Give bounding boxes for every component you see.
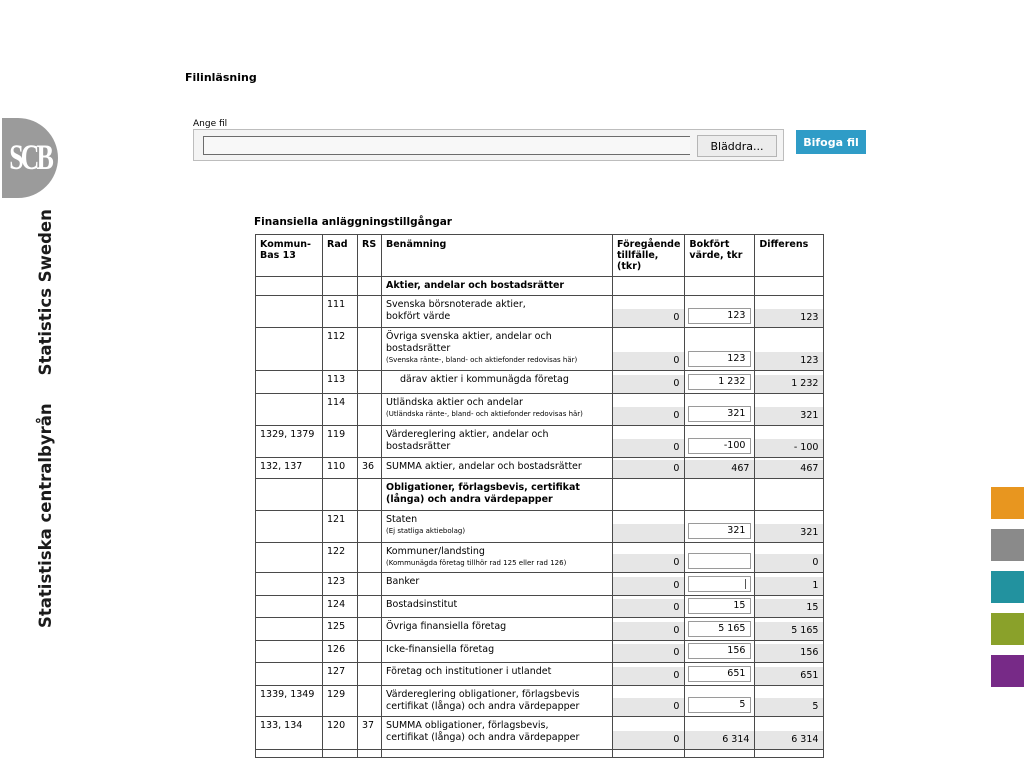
rs-cell <box>358 371 382 394</box>
col-header-kommun <box>256 235 323 277</box>
benamning-cell <box>382 543 613 573</box>
rs-cell <box>358 596 382 618</box>
bokfort-cell-input[interactable]: 123 <box>688 351 751 367</box>
bokfort-cell <box>685 573 755 596</box>
file-label: Ange fil <box>193 119 228 129</box>
bokfort-cell <box>685 458 755 479</box>
differens-cell-value: 123 <box>755 309 823 327</box>
table-row <box>256 458 824 479</box>
foregaende-cell <box>613 543 685 573</box>
kommun-cell: 132, 137 <box>256 458 323 479</box>
table-row <box>256 596 824 618</box>
differens-cell-value: 5 165 <box>755 622 823 640</box>
color-square-purple <box>991 655 1024 687</box>
rad-cell <box>323 750 358 758</box>
table-row <box>256 573 824 596</box>
foregaende-cell <box>613 573 685 596</box>
financial-assets-table <box>255 234 824 758</box>
differens-cell-value: - 100 <box>755 439 823 457</box>
row-label: SUMMA aktier, andelar och bostadsrätter <box>386 461 582 472</box>
bokfort-cell <box>685 296 755 328</box>
differens-cell <box>755 277 824 296</box>
table-row <box>256 543 824 573</box>
differens-cell <box>755 328 824 371</box>
bokfort-cell-input[interactable]: 1 232 <box>688 374 751 390</box>
row-label: SUMMA obligationer, förlagsbevis, certifikat (långa) och andra värdepapper <box>386 720 580 743</box>
rs-cell <box>358 750 382 758</box>
kommun-cell <box>256 371 323 394</box>
bokfort-cell-input[interactable] <box>688 576 751 592</box>
foregaende-cell <box>613 641 685 663</box>
rs-cell <box>358 296 382 328</box>
bokfort-cell <box>685 717 755 750</box>
foregaende-cell-value: 0 <box>613 375 684 393</box>
row-note: (Utländska ränte-, bland- och aktiefonder redovisas här) <box>386 410 583 418</box>
bokfort-cell <box>685 479 755 511</box>
row-label: Icke-finansiella företag <box>386 644 495 655</box>
table-section-row <box>256 479 824 511</box>
foregaende-cell-value: 0 <box>613 439 684 457</box>
rad-cell: 126 <box>323 641 358 663</box>
bokfort-cell-input[interactable]: 651 <box>688 666 751 682</box>
differens-cell <box>755 641 824 663</box>
rad-cell: 125 <box>323 618 358 641</box>
rs-cell <box>358 328 382 371</box>
benamning-cell <box>382 371 613 394</box>
rad-cell: 121 <box>323 511 358 543</box>
foregaende-cell-value: 0 <box>613 698 684 716</box>
benamning-cell <box>382 717 613 750</box>
col-header-rs: RS <box>358 235 382 277</box>
bokfort-cell <box>685 686 755 717</box>
rad-cell: 119 <box>323 426 358 458</box>
differens-cell <box>755 458 824 479</box>
row-label: Värdereglering aktier, andelar och bostadsrätter <box>386 429 549 452</box>
row-label: Företag och institutioner i utlandet <box>386 666 552 677</box>
differens-cell-value: 467 <box>755 460 823 478</box>
rad-cell: 112 <box>323 328 358 371</box>
bokfort-cell <box>685 511 755 543</box>
rs-cell <box>358 511 382 543</box>
row-label: Övriga finansiella företag <box>386 621 507 632</box>
kommun-cell <box>256 328 323 371</box>
table-section-row <box>256 277 824 296</box>
bokfort-cell-input[interactable]: 5 165 <box>688 621 751 637</box>
bokfort-cell-input[interactable]: 123 <box>688 308 751 324</box>
kommun-cell: 133, 134 <box>256 717 323 750</box>
rs-cell <box>358 663 382 686</box>
table-row <box>256 426 824 458</box>
col-header-rad: Rad <box>323 235 358 277</box>
rad-cell: 113 <box>323 371 358 394</box>
rad-cell <box>323 277 358 296</box>
bokfort-cell-input[interactable]: 321 <box>688 406 751 422</box>
table-row <box>256 663 824 686</box>
rs-cell: 36 <box>358 458 382 479</box>
row-label: Värdereglering obligationer, förlagsbevis certifikat (långa) och andra värdepapper <box>386 689 580 712</box>
foregaende-cell-value: 0 <box>613 622 684 640</box>
benamning-cell <box>382 426 613 458</box>
foregaende-cell <box>613 479 685 511</box>
benamning-cell <box>382 596 613 618</box>
differens-cell-value: 651 <box>755 667 823 685</box>
row-label: Övriga svenska aktier, andelar och bostadsrätter <box>386 331 552 354</box>
kommun-cell <box>256 479 323 511</box>
benamning-cell <box>382 394 613 426</box>
kommun-cell <box>256 641 323 663</box>
table-row <box>256 296 824 328</box>
foregaende-cell <box>613 511 685 543</box>
rad-cell: 129 <box>323 686 358 717</box>
differens-cell-value: 6 314 <box>755 731 823 749</box>
row-label: Aktier, andelar och bostadsrätter <box>386 280 565 291</box>
bokfort-cell-input[interactable]: 321 <box>688 523 751 539</box>
differens-cell <box>755 750 824 758</box>
differens-cell <box>755 717 824 750</box>
bokfort-cell <box>685 543 755 573</box>
scb-logo <box>2 118 58 198</box>
benamning-cell <box>382 328 613 371</box>
table-row <box>256 641 824 663</box>
foregaende-cell <box>613 277 685 296</box>
rad-cell: 122 <box>323 543 358 573</box>
col-header-foregaende <box>613 235 685 277</box>
row-note: (Kommunägda företag tillhör rad 125 eller rad 126) <box>386 559 567 567</box>
benamning-cell <box>382 641 613 663</box>
bokfort-cell <box>685 750 755 758</box>
benamning-cell <box>382 663 613 686</box>
bokfort-cell <box>685 277 755 296</box>
differens-cell-value: 5 <box>755 698 823 716</box>
benamning-cell <box>382 750 613 758</box>
brand-name-english: Statistics Sweden <box>36 209 55 376</box>
color-square-orange <box>991 487 1024 519</box>
row-label: Staten <box>386 514 418 525</box>
table-section-row <box>256 750 824 758</box>
foregaende-cell <box>613 596 685 618</box>
differens-cell-value: 15 <box>755 599 823 617</box>
benamning-cell <box>382 686 613 717</box>
col-header-kommun-text: Kommun- Bas 13 <box>260 239 311 261</box>
row-label: Kommuner/landsting <box>386 546 485 557</box>
kommun-cell <box>256 596 323 618</box>
table-row <box>256 717 824 750</box>
rad-cell <box>323 479 358 511</box>
foregaende-cell <box>613 328 685 371</box>
foregaende-cell-value: 0 <box>613 352 684 370</box>
differens-cell-value: 1 <box>755 577 823 595</box>
bokfort-cell-value: 6 314 <box>685 731 754 749</box>
kommun-cell: 1339, 1349 <box>256 686 323 717</box>
foregaende-cell-value: 0 <box>613 309 684 327</box>
bokfort-cell-input[interactable]: 156 <box>688 643 751 659</box>
brand-name-swedish: Statistiska centralbyrån <box>36 403 55 628</box>
browse-button[interactable]: Bläddra... <box>697 135 777 157</box>
benamning-cell <box>382 618 613 641</box>
rs-cell <box>358 394 382 426</box>
foregaende-cell-value: 0 <box>613 554 684 572</box>
differens-cell <box>755 618 824 641</box>
differens-cell-value: 321 <box>755 407 823 425</box>
bokfort-cell-input[interactable] <box>688 553 751 569</box>
benamning-cell <box>382 277 613 296</box>
color-square-teal <box>991 571 1024 603</box>
foregaende-cell-value: 0 <box>613 460 684 478</box>
kommun-cell <box>256 573 323 596</box>
foregaende-cell-value: 0 <box>613 577 684 595</box>
rs-cell <box>358 479 382 511</box>
foregaende-cell <box>613 371 685 394</box>
foregaende-cell <box>613 663 685 686</box>
foregaende-cell-value: 0 <box>613 644 684 662</box>
benamning-cell <box>382 573 613 596</box>
row-label: Svenska börsnoterade aktier, bokfört värde <box>386 299 526 322</box>
foregaende-cell-value: 0 <box>613 407 684 425</box>
kommun-cell <box>256 296 323 328</box>
row-note: (Ej statliga aktiebolag) <box>386 527 466 535</box>
benamning-cell <box>382 458 613 479</box>
col-header-differens: Differens <box>755 235 824 277</box>
rad-cell: 120 <box>323 717 358 750</box>
foregaende-cell <box>613 296 685 328</box>
bokfort-cell-input[interactable]: 15 <box>688 598 751 614</box>
bokfort-cell-value: 467 <box>685 460 754 478</box>
foregaende-cell <box>613 426 685 458</box>
file-input[interactable] <box>203 136 690 155</box>
table-row <box>256 394 824 426</box>
bokfort-cell <box>685 394 755 426</box>
differens-cell-value: 321 <box>755 524 823 542</box>
col-header-benamning: Benämning <box>382 235 613 277</box>
bokfort-cell <box>685 328 755 371</box>
bokfort-cell-input[interactable]: 5 <box>688 697 751 713</box>
kommun-cell: 1329, 1379 <box>256 426 323 458</box>
brand-name <box>36 209 55 628</box>
rs-cell <box>358 277 382 296</box>
row-label: Utländska aktier och andelar <box>386 397 523 408</box>
differens-cell-value: 0 <box>755 554 823 572</box>
rad-cell: 110 <box>323 458 358 479</box>
foregaende-cell-value: 0 <box>613 731 684 749</box>
benamning-cell <box>382 511 613 543</box>
differens-cell-value: 1 232 <box>755 375 823 393</box>
file-picker <box>193 129 784 161</box>
kommun-cell <box>256 663 323 686</box>
bokfort-cell <box>685 618 755 641</box>
scb-logo-text: SCB <box>9 137 51 178</box>
differens-cell <box>755 663 824 686</box>
rad-cell: 111 <box>323 296 358 328</box>
text-cursor <box>745 579 746 589</box>
kommun-cell <box>256 618 323 641</box>
kommun-cell <box>256 750 323 758</box>
differens-cell <box>755 394 824 426</box>
bokfort-cell-input[interactable]: -100 <box>688 438 751 454</box>
col-header-bokfort <box>685 235 755 277</box>
row-label: därav aktier i kommunägda företag <box>400 374 569 385</box>
table-row <box>256 686 824 717</box>
table-row <box>256 511 824 543</box>
bokfort-cell <box>685 596 755 618</box>
rs-cell <box>358 543 382 573</box>
rs-cell: 37 <box>358 717 382 750</box>
col-header-foregaende-text: Föregående tillfälle, (tkr) <box>617 239 681 272</box>
bokfort-cell <box>685 371 755 394</box>
differens-cell <box>755 511 824 543</box>
bokfort-cell <box>685 426 755 458</box>
foregaende-cell <box>613 686 685 717</box>
color-square-green <box>991 613 1024 645</box>
row-label: Banker <box>386 576 420 587</box>
kommun-cell <box>256 394 323 426</box>
differens-cell-value: 123 <box>755 352 823 370</box>
differens-cell <box>755 371 824 394</box>
differens-cell-value: 156 <box>755 644 823 662</box>
differens-cell <box>755 686 824 717</box>
differens-cell <box>755 479 824 511</box>
rad-cell: 127 <box>323 663 358 686</box>
table-row <box>256 371 824 394</box>
differens-cell <box>755 296 824 328</box>
row-note: (Svenska ränte-, bland- och aktiefonder redovisas här) <box>386 356 578 364</box>
table-row <box>256 618 824 641</box>
differens-cell <box>755 426 824 458</box>
foregaende-cell <box>613 750 685 758</box>
foregaende-cell-value: 0 <box>613 667 684 685</box>
rad-cell: 123 <box>323 573 358 596</box>
col-header-bokfort-text: Bokfört värde, tkr <box>689 239 743 261</box>
foregaende-cell-value <box>613 524 684 542</box>
page-title: Filinläsning <box>185 71 257 84</box>
benamning-cell <box>382 296 613 328</box>
kommun-cell <box>256 543 323 573</box>
bokfort-cell <box>685 663 755 686</box>
kommun-cell <box>256 277 323 296</box>
differens-cell <box>755 543 824 573</box>
rs-cell <box>358 641 382 663</box>
foregaende-cell <box>613 717 685 750</box>
rad-cell: 114 <box>323 394 358 426</box>
attach-file-button[interactable]: Bifoga fil <box>796 130 866 154</box>
row-label: Obligationer, förlagsbevis, certifikat (långa) och andra värdepapper <box>386 482 580 505</box>
rs-cell <box>358 618 382 641</box>
rs-cell <box>358 573 382 596</box>
foregaende-cell <box>613 394 685 426</box>
kommun-cell <box>256 511 323 543</box>
table-row <box>256 328 824 371</box>
differens-cell <box>755 573 824 596</box>
color-square-grey <box>991 529 1024 561</box>
benamning-cell <box>382 479 613 511</box>
row-label: Bostadsinstitut <box>386 599 458 610</box>
section-title: Finansiella anläggningstillgångar <box>254 216 452 228</box>
differens-cell <box>755 596 824 618</box>
foregaende-cell <box>613 458 685 479</box>
bokfort-cell <box>685 641 755 663</box>
rs-cell <box>358 426 382 458</box>
foregaende-cell-value: 0 <box>613 599 684 617</box>
foregaende-cell <box>613 618 685 641</box>
rs-cell <box>358 686 382 717</box>
table-header-row <box>256 235 824 277</box>
rad-cell: 124 <box>323 596 358 618</box>
